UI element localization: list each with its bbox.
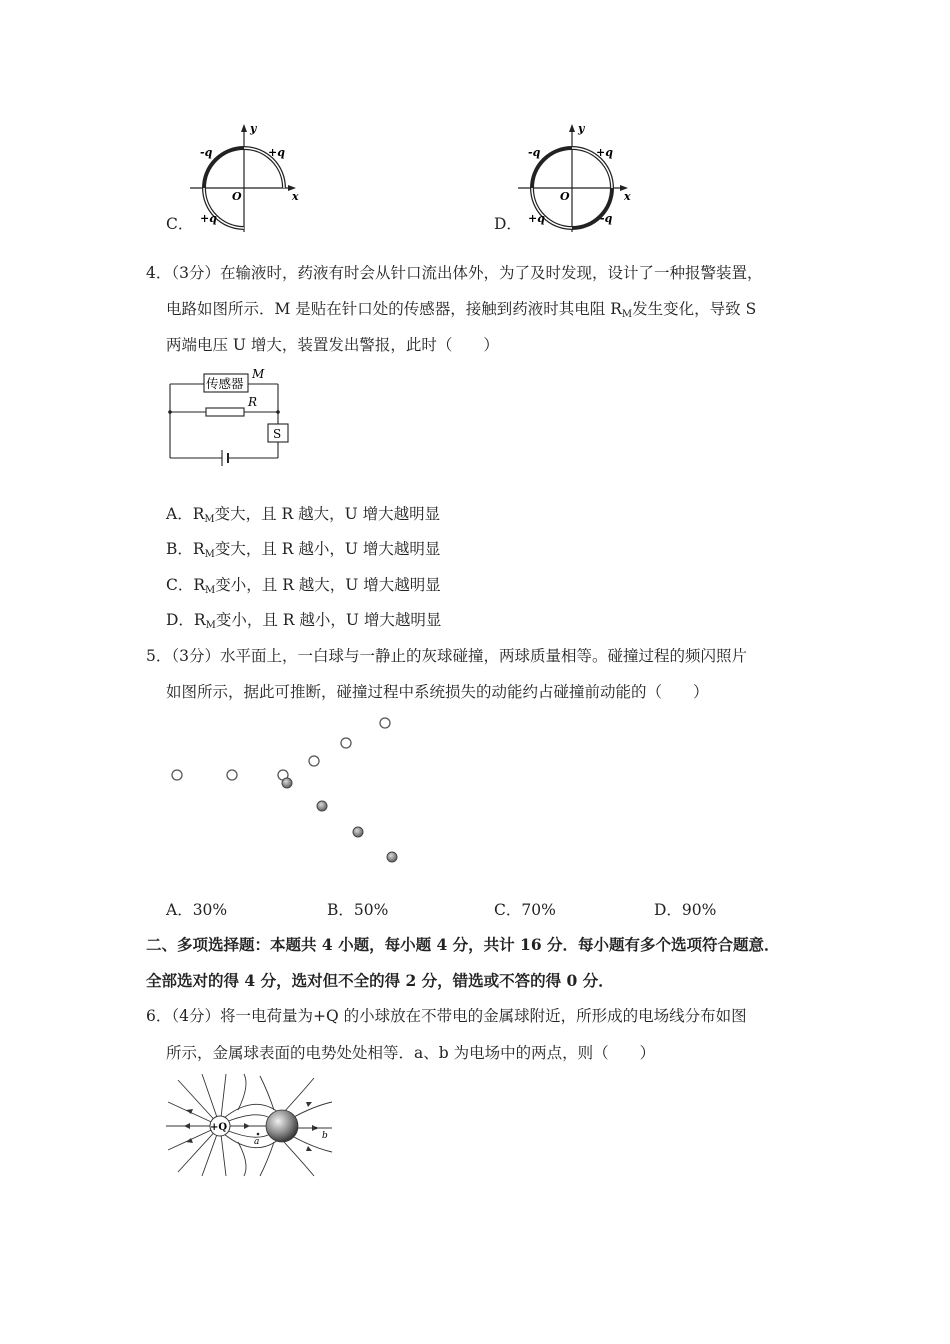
m-label: M [252, 367, 265, 381]
section2-heading-line2: 全部选对的得 4 分，选对但不全的得 2 分，错选或不答的得 0 分． [146, 971, 614, 990]
point-a-label: a [254, 1137, 260, 1147]
q4-circuit-diagram [164, 366, 294, 468]
gray-ball-positions [282, 778, 397, 862]
q5-option-b[interactable]: B．50% [327, 901, 389, 919]
q3-option-c-label[interactable]: C． [166, 215, 194, 233]
q4-option-d[interactable]: D．$R_M$变小，且 R 越小，U 增大越明显 [166, 611, 442, 631]
q5-option-a[interactable]: A．30% [166, 901, 228, 919]
charge-label: -q [600, 212, 613, 225]
white-ball [380, 718, 390, 728]
q6-stem-line1: 6．（4分）将一电荷量为+Q 的小球放在不带电的金属球附近，所形成的电场线分布如图 [146, 1007, 747, 1025]
q5-collision-photo [160, 710, 420, 875]
q3-option-d-label[interactable]: D． [494, 215, 522, 233]
q4-stem-line2: 电路如图所示．M 是贴在针口处的传感器，接触到药液时其电阻 $R_M$发生变化，导致 S [166, 300, 757, 320]
point-b-label: b [322, 1131, 328, 1141]
charge-label: -q [528, 146, 541, 159]
gray-ball [317, 801, 327, 811]
gray-ball [353, 827, 363, 837]
origin-label: O [560, 190, 570, 203]
q4-option-b[interactable]: B．$R_M$变大，且 R 越小，U 增大越明显 [166, 540, 441, 560]
y-axis-label: y [578, 122, 585, 135]
charge-label: +q [200, 212, 217, 225]
charge-label: +q [596, 146, 613, 159]
q6-field-line-diagram [164, 1072, 336, 1178]
origin-label: O [232, 190, 242, 203]
x-axis-label: x [292, 190, 299, 203]
charge-label: -q [200, 146, 213, 159]
sensor-label: 传感器 [206, 376, 244, 391]
white-ball-positions [172, 718, 390, 780]
r-label: R [248, 395, 258, 409]
q4-option-c[interactable]: C．$R_M$变小，且 R 越大，U 增大越明显 [166, 576, 441, 596]
q4-stem-line3: 两端电压 U 增大，装置发出警报，此时（ ） [166, 336, 499, 354]
q5-option-d[interactable]: D．90% [654, 901, 717, 919]
q4-option-a[interactable]: A．$R_M$变大，且 R 越大，U 增大越明显 [166, 505, 441, 525]
section2-heading-line1: 二、多项选择题：本题共 4 小题，每小题 4 分，共计 16 分．每小题有多个选项符合题意． [146, 935, 780, 954]
white-ball [341, 738, 351, 748]
charge-q-label: +Q [210, 1122, 228, 1133]
q5-option-c[interactable]: C．70% [494, 901, 556, 919]
x-axis-label: x [624, 190, 631, 203]
gray-ball [282, 778, 292, 788]
charge-label: +q [268, 146, 285, 159]
s-label: S [273, 427, 282, 441]
q4-stem-line1: 4．（3分）在输液时，药液有时会从针口流出体外，为了及时发现，设计了一种报警装置， [146, 264, 763, 282]
gray-ball [387, 852, 397, 862]
q5-stem-line1: 5．（3分）水平面上，一白球与一静止的灰球碰撞，两球质量相等。碰撞过程的频闪照片 [146, 647, 747, 665]
charge-label: +q [528, 212, 545, 225]
white-ball [227, 770, 237, 780]
white-ball [172, 770, 182, 780]
white-ball [309, 756, 319, 766]
q5-stem-line2: 如图所示，据此可推断，碰撞过程中系统损失的动能约占碰撞前动能的（ ） [166, 683, 709, 701]
q6-stem-line2: 所示，金属球表面的电势处处相等．a、b 为电场中的两点，则（ ） [166, 1044, 656, 1062]
y-axis-label: y [250, 122, 257, 135]
